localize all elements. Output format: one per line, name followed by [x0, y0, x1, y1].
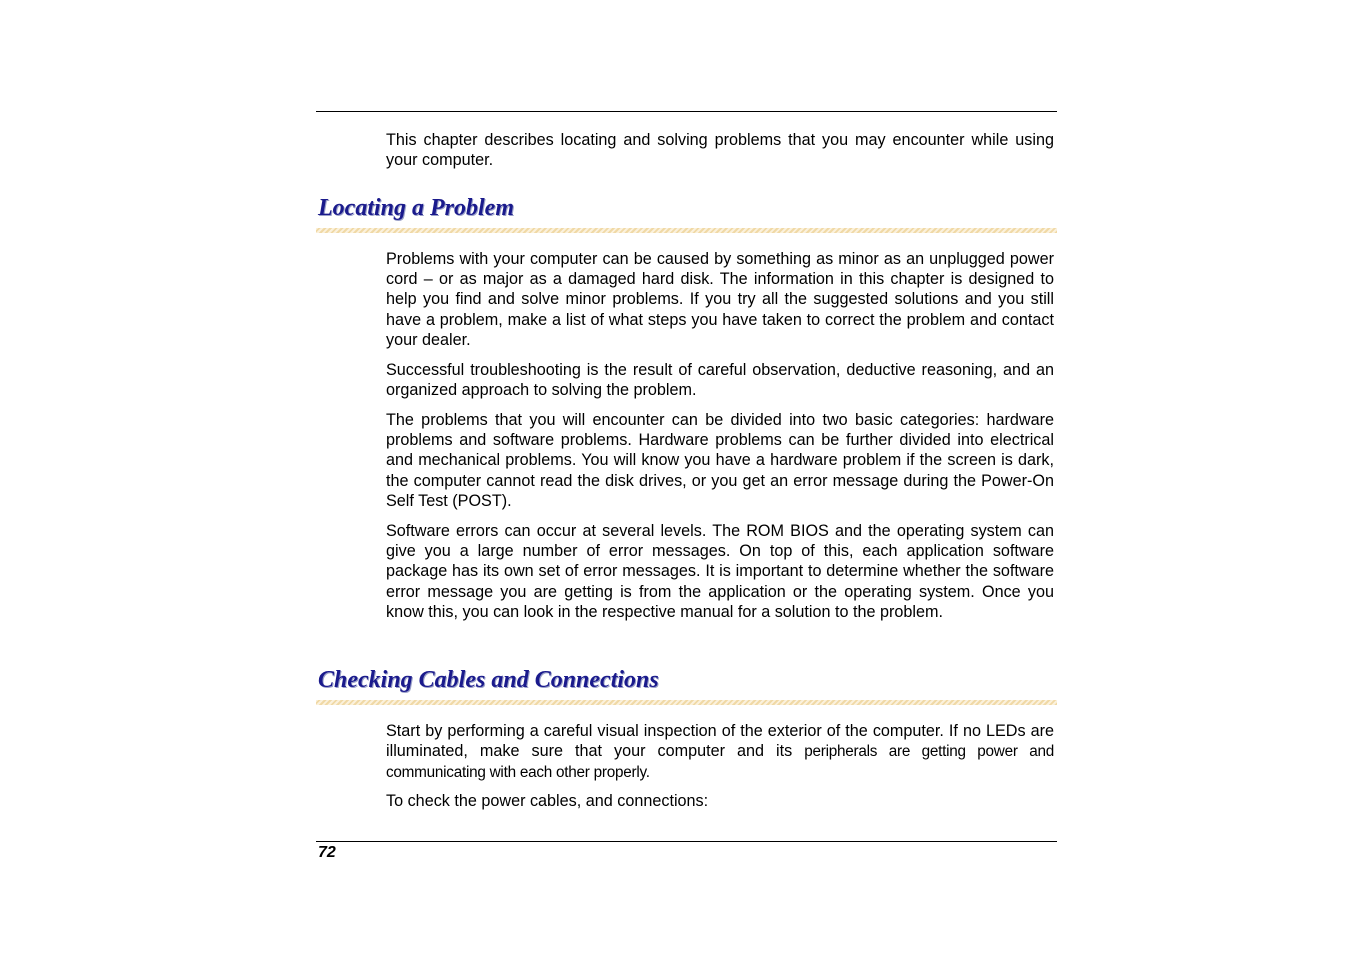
cables-paragraph-1-part1: Start by performing a careful visual inspection of the exterior of the computer. If no LEDs are illuminated, make sure that your computer and its [386, 722, 1054, 761]
cables-heading-underline [316, 700, 1057, 705]
cables-paragraph-1-part2: peripherals are getting power and communicating with each other properly. [386, 743, 1054, 782]
page-number: 72 [318, 844, 336, 861]
locating-problem-heading: Locating a Problem [318, 195, 514, 221]
bottom-rule [316, 841, 1057, 842]
cables-paragraph-1 [386, 721, 1054, 784]
top-rule [316, 111, 1057, 112]
locating-paragraph-4: Software errors can occur at several levels. The ROM BIOS and the operating system can give you a large number of error messages. On top of this, each application software package has its own set of error messages. It is important to determine whether the software error message you are getting is from the application or the operating system. Once you know this, you can look in the respective manual for a solution to the problem. [386, 522, 1054, 621]
locating-paragraph-3: The problems that you will encounter can be divided into two basic categories: hardware problems and software problems. Hardware problems can be further divided into electrical and mechanical problems. You will know you have a hardware problem if the screen is dark, the computer cannot read the disk drives, or you get an error message during the Power-On Self Test (POST). [386, 411, 1054, 510]
locating-heading-underline [316, 228, 1057, 233]
locating-paragraph-2: Successful troubleshooting is the result of careful observation, deductive reasoning, and an organized approach to solving the problem. [386, 361, 1054, 400]
intro-paragraph: This chapter describes locating and solving problems that you may encounter while using your computer. [386, 131, 1054, 170]
cables-paragraph-2: To check the power cables, and connections: [386, 792, 709, 810]
locating-paragraph-1: Problems with your computer can be caused by something as minor as an unplugged power cord – or as major as a damaged hard disk. The information in this chapter is designed to help you find and solve minor problems. If you try all the suggested solutions and you still have a problem, make a list of what steps you have taken to correct the problem and contact your dealer. [386, 250, 1054, 349]
checking-cables-heading: Checking Cables and Connections [318, 667, 659, 693]
